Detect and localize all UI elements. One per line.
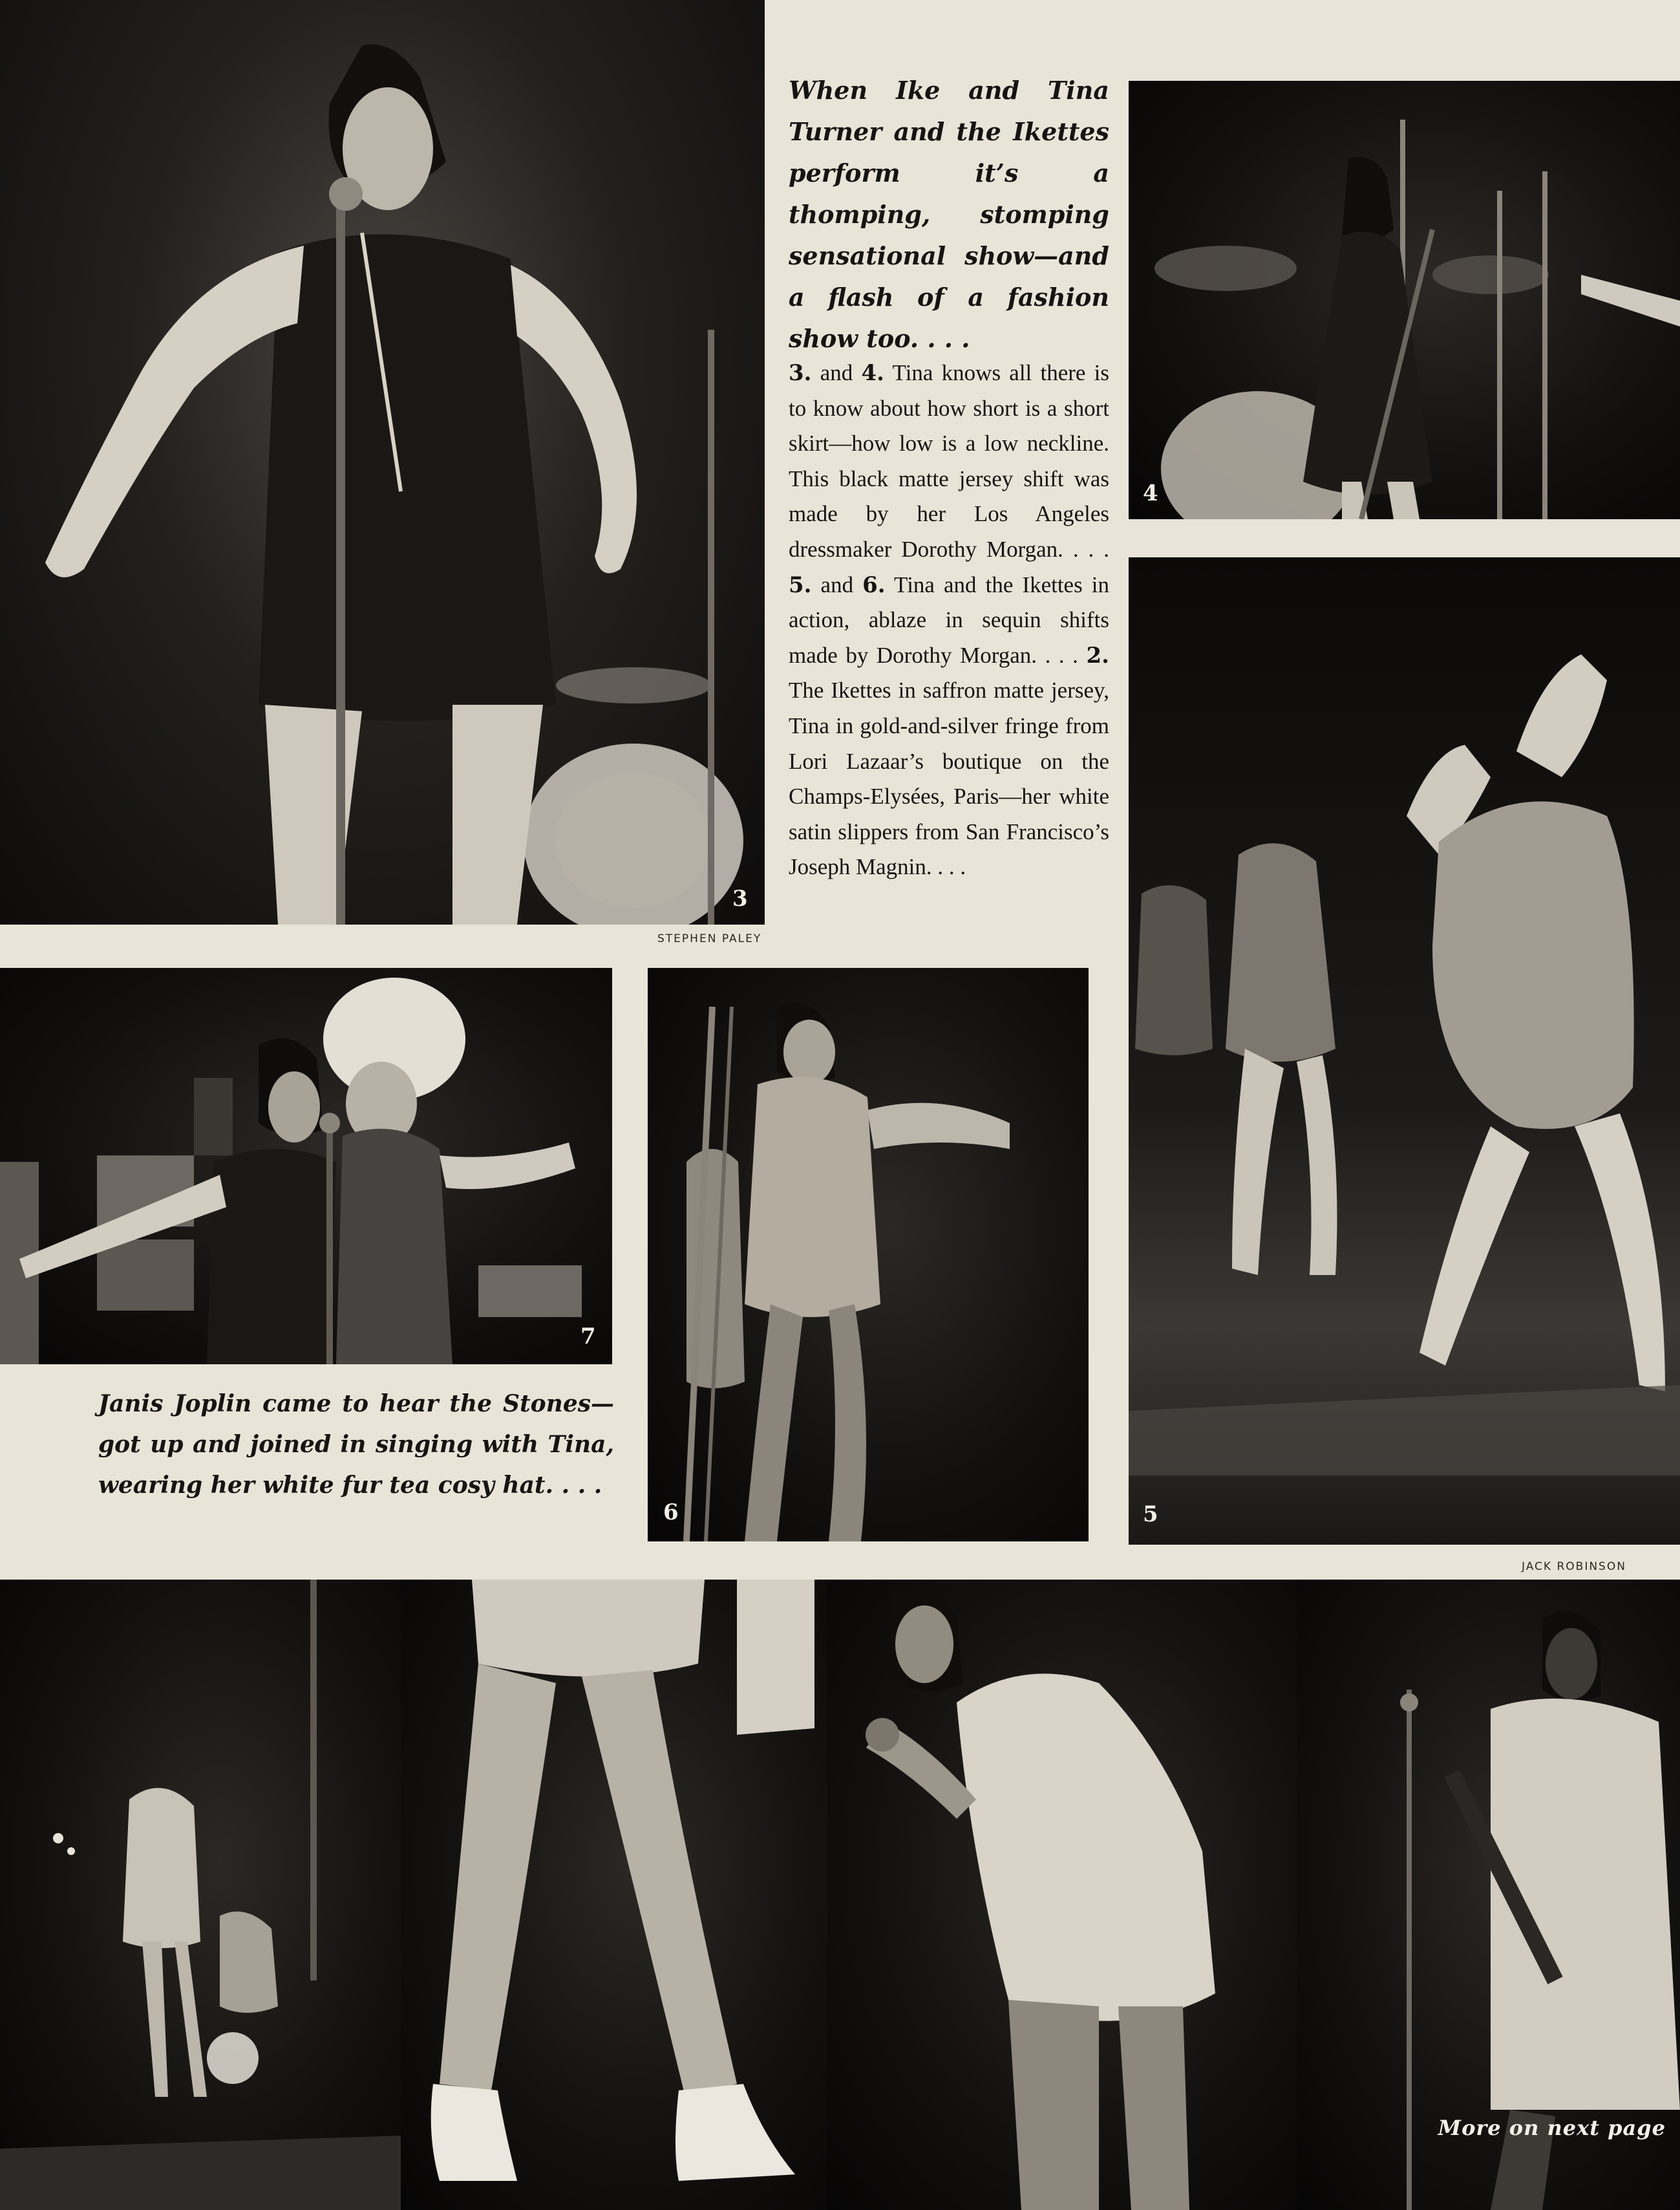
- body-photo-ref: 6.: [862, 572, 886, 598]
- photo-5-number: 5: [1143, 1501, 1158, 1527]
- photo-4-number: 4: [1143, 480, 1158, 506]
- body-photo-ref: 2.: [1086, 642, 1109, 669]
- body-text: and: [811, 572, 863, 597]
- photo-3-illustration: [0, 0, 765, 925]
- body-text: and: [811, 360, 862, 385]
- photo-3-credit: STEPHEN PALEY: [657, 932, 762, 945]
- photo-stage-wide: [0, 1580, 401, 2210]
- photo-6-tina-sequin-shift: [648, 968, 1089, 1541]
- photo-7-number: 7: [580, 1324, 596, 1349]
- photo-4-illustration: [1129, 81, 1680, 519]
- photo-legs-illustration: [401, 1580, 827, 2210]
- body-photo-ref: 5.: [789, 572, 812, 598]
- body-text: The Ikettes in saffron matte jersey, Tina in gold-and-silver fringe from Lori Lazaar’s boutique on the Champs-Elysées, Paris—her white satin slippers from San Francisco’s Joseph Magnin. . . .: [789, 678, 1109, 880]
- photo-tina-fringe-dress: [827, 1580, 1297, 2210]
- body-text: Tina knows all there is to know about how short is a short skirt—how low is a low neckline. This black matte jersey shift was made by her Los Angeles dressmaker Dorothy Morgan. . . .: [789, 360, 1109, 562]
- photo-5-credit: JACK ROBINSON: [1522, 1560, 1626, 1573]
- photo-legs-platform-shoes: [401, 1580, 827, 2210]
- photo-stage-wide-illustration: [0, 1580, 401, 2210]
- photo-7-janis-joplin-tina: [0, 968, 612, 1364]
- photo-6-illustration: [648, 968, 1089, 1541]
- body-photo-ref: 4.: [861, 360, 884, 386]
- more-on-next-page-link[interactable]: More on next page: [1438, 2116, 1666, 2140]
- photo-7-caption: Janis Joplin came to hear the Stones—got up and joined in singing with Tina, wearing her white fur tea cosy hat. . . .: [98, 1390, 614, 1499]
- photo-4-tina-singing: [1129, 81, 1680, 519]
- photo-fringe-illustration: [827, 1580, 1297, 2210]
- photo-5-tina-ikettes-dancing: [1129, 557, 1680, 1545]
- photo-5-illustration: [1129, 557, 1680, 1545]
- article-body: [789, 356, 1109, 885]
- body-text: Tina and the Ikettes in action, ablaze in sequin shifts made by Dorothy Morgan. . . .: [789, 572, 1109, 668]
- photo-3-tina-black-jersey: [0, 0, 765, 925]
- photo-6-number: 6: [663, 1499, 679, 1525]
- photo-7-illustration: [0, 968, 612, 1364]
- photo-3-number: 3: [732, 886, 748, 912]
- article-headline: When Ike and Tina Turner and the Ikettes perform it’s a thomping, stomping sensational show—and a flash of a fashion show too. . . .: [789, 76, 1109, 353]
- body-photo-ref: 3.: [789, 360, 812, 386]
